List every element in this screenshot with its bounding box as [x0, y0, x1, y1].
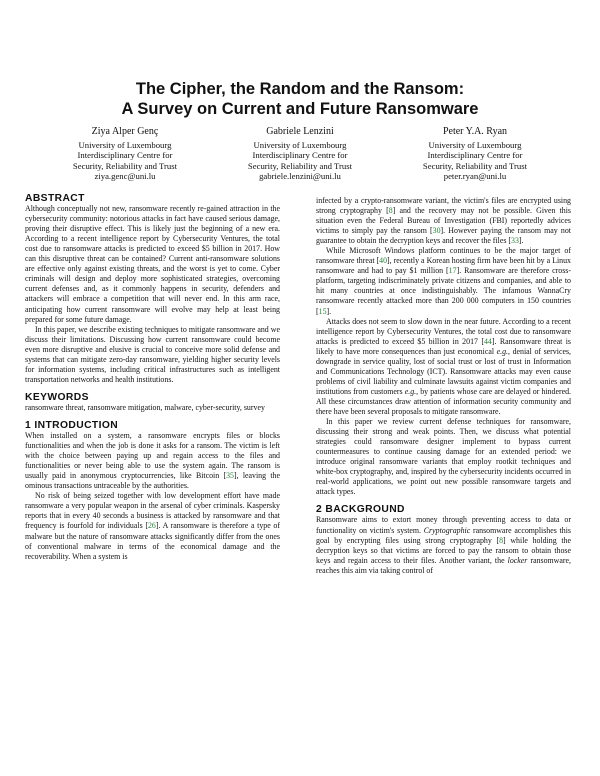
citation-link[interactable]: 30 [432, 226, 441, 236]
right-column [316, 196, 571, 576]
citation-link[interactable]: 26 [147, 521, 156, 531]
body-paragraph: When installed on a system, a ransomware encrypts files or blocks functionalities and when the job is done it asks for a ransom. The victim is left with the choice between paying up and regain access to the files and functionalities or never being able to use the system again. The ransom is usually paid in anonymous cryptocurrencies, like Bitcoin [35], leaving the ominous transactions untraceable by the authorities. [25, 431, 280, 491]
abstract-paragraph: Although conceptually not new, ransomware recently re-gained attraction in the cybersecurity community: notorious attacks in fact have caused serious damage, proving their disruptive effect. This is likely just the beginning of a new era. According to a recent intelligence report by Cybersecurity Ventures, the total cost due to ransomware attacks is predicted to exceed $5 billion in 2017. How can this disruptive threat can be contained? Current anti-ransomware solutions are effective only against existing threats, and the worst is yet to come. Cyber criminals will design and deploy more sophisticated strategies, overcoming current defenses and, as it commonly happens in security, defenders and attackers will embrace a competition that will never end. In this arm race, anticipating how current ransomware will evolve may help at least being prepared for some future damage. [25, 204, 280, 324]
author-affiliation: Interdisciplinary Centre for [427, 150, 523, 161]
left-column [25, 194, 280, 562]
author-affiliation: Interdisciplinary Centre for [77, 150, 173, 161]
author-3 [390, 127, 560, 182]
abstract-paragraph: In this paper, we describe existing techniques to mitigate ransomware and we discuss their limitations. Discussing how current ransomware could become even more disruptive and elusive is crucial to conceive more solid defense and systems that can mitigate zero-day ransomware, yielding higher security levels for information systems, including critical infrastructures such as intelligent transportation networks and health institutions. [25, 324, 280, 384]
author-affiliation: Interdisciplinary Centre for [252, 150, 348, 161]
author-affiliation: Security, Reliability and Trust [247, 160, 353, 171]
keywords-text: ransomware threat, ransomware mitigation, malware, cyber-security, survey [25, 402, 265, 412]
citation-link[interactable]: 40 [379, 256, 388, 266]
body-paragraph: No risk of being seized together with low development effort have made ransomware a very popular weapon in the arsenal of cyber criminals. Kaspersky reports that in every 40 seconds a business is attacked by ransomware and that frequency is fourfold for individuals [26]. A ransomware is therefore a type of malware but the nature of ransomware attacks significantly differ from the ones of conventional malware in terms of the economical damage and the recoverability. When a system is [25, 491, 280, 561]
citation-link[interactable]: 8 [388, 206, 393, 216]
author-name: Peter Y.A. Ryan [442, 126, 508, 137]
body-paragraph: infected by a crypto-ransomware variant, the victim's files are encrypted using strong cryptography [8] and the recovery may not be possible. Given this situation even the Federal Bureau of Investigation (FBI) reportedly advices victims to simply pay the ransom [30]. However paying the ransom may not guarantee to obtain the decryption keys and recover the files [33]. [316, 196, 572, 246]
body-paragraph: Attacks does not seem to slow down in the near future. According to a recent intelligence report by Cybersecurity Ventures, the total cost due to ransomware attacks is predicted to exceed $5 billion in 2017 [44]. Ransomware threat is likely to have more consequences than just economical e.g., denial of services, downgrade in service quality, lost of social trust or lost of trust in Information and Communications Technology (ICT). Ransomware attacks may even cause problems of civil liability and culminate lawsuits against victim companies and institutions from customers e.g., by patients whose care are delayed or hindered. All these circumstances draw attention of information security community and there have been several proposals to mitigate ransomware. [316, 316, 571, 416]
author-affiliation: Security, Reliability and Trust [422, 160, 528, 171]
author-affiliation: University of Luxembourg [253, 139, 347, 150]
author-name: Ziya Alper Genç [91, 126, 159, 137]
citation-link[interactable]: 17 [448, 266, 457, 276]
author-block [40, 127, 560, 182]
author-affiliation: University of Luxembourg [78, 139, 172, 150]
section-heading-introduction: 1 INTRODUCTION [25, 419, 119, 431]
citation-link[interactable]: 35 [226, 471, 234, 481]
citation-link[interactable]: 15 [318, 306, 327, 316]
citation-link[interactable]: 44 [483, 336, 492, 346]
citation-link[interactable]: 33 [511, 236, 519, 246]
body-paragraph: Ransomware aims to extort money through preventing access to data or functionality on victim's system. Cryptographic ransomware accomplishes this goal by encrypting files using strong cryptography [8] while holding the decryption keys so that victims are forced to pay the ransom to obtain those keys and regain access to their files. Another variant, the locker ransomware, reaches this aim via taking control of [316, 515, 571, 575]
paper-title-line-2: A Survey on Current and Future Ransomware [121, 100, 479, 118]
body-paragraph: In this paper we review current defense techniques for ransomware, discussing their strong and weak points. Then, we discuss what potential strategies could ransomware designer implement to bypass current countermeasures to continue causing damage for an extended period: we introduce original ransomware variants that employ rootkit techniques and white-box cryptography, and, inspired by the cybersecurity incidents occurred in real-world applications, we point out new possible ransomware targets and attack types. [316, 417, 571, 497]
author-affiliation: University of Luxembourg [428, 139, 522, 150]
author-name: Gabriele Lenzini [266, 126, 334, 137]
keywords-heading: KEYWORDS [25, 391, 89, 403]
paper-title-line-1: The Cipher, the Random and the Ransom: [135, 80, 465, 98]
citation-link[interactable]: 8 [499, 535, 504, 545]
author-affiliation: Security, Reliability and Trust [72, 160, 178, 171]
author-1 [40, 127, 210, 182]
section-heading-background: 2 BACKGROUND [316, 504, 405, 516]
abstract-heading: ABSTRACT [25, 193, 85, 204]
body-paragraph: While Microsoft Windows platform continues to be the major target of ransomware threat [40], recently a Korean hosting firm have been hit by a Linux ransomware and had to pay $1 million [17]. Ransomware are therefore cross-platform, targeting indiscriminately private citizens and companies, and able to hit many countries at once indistinguishably. The infamous WannaCry ransomware recently attacked more than 200 000 computers in 150 countries [15]. [316, 246, 572, 316]
author-email[interactable]: peter.ryan@uni.lu [443, 171, 507, 182]
author-email[interactable]: ziya.genc@uni.lu [94, 171, 156, 182]
author-2 [215, 127, 385, 182]
author-email[interactable]: gabriele.lenzini@uni.lu [259, 171, 341, 182]
